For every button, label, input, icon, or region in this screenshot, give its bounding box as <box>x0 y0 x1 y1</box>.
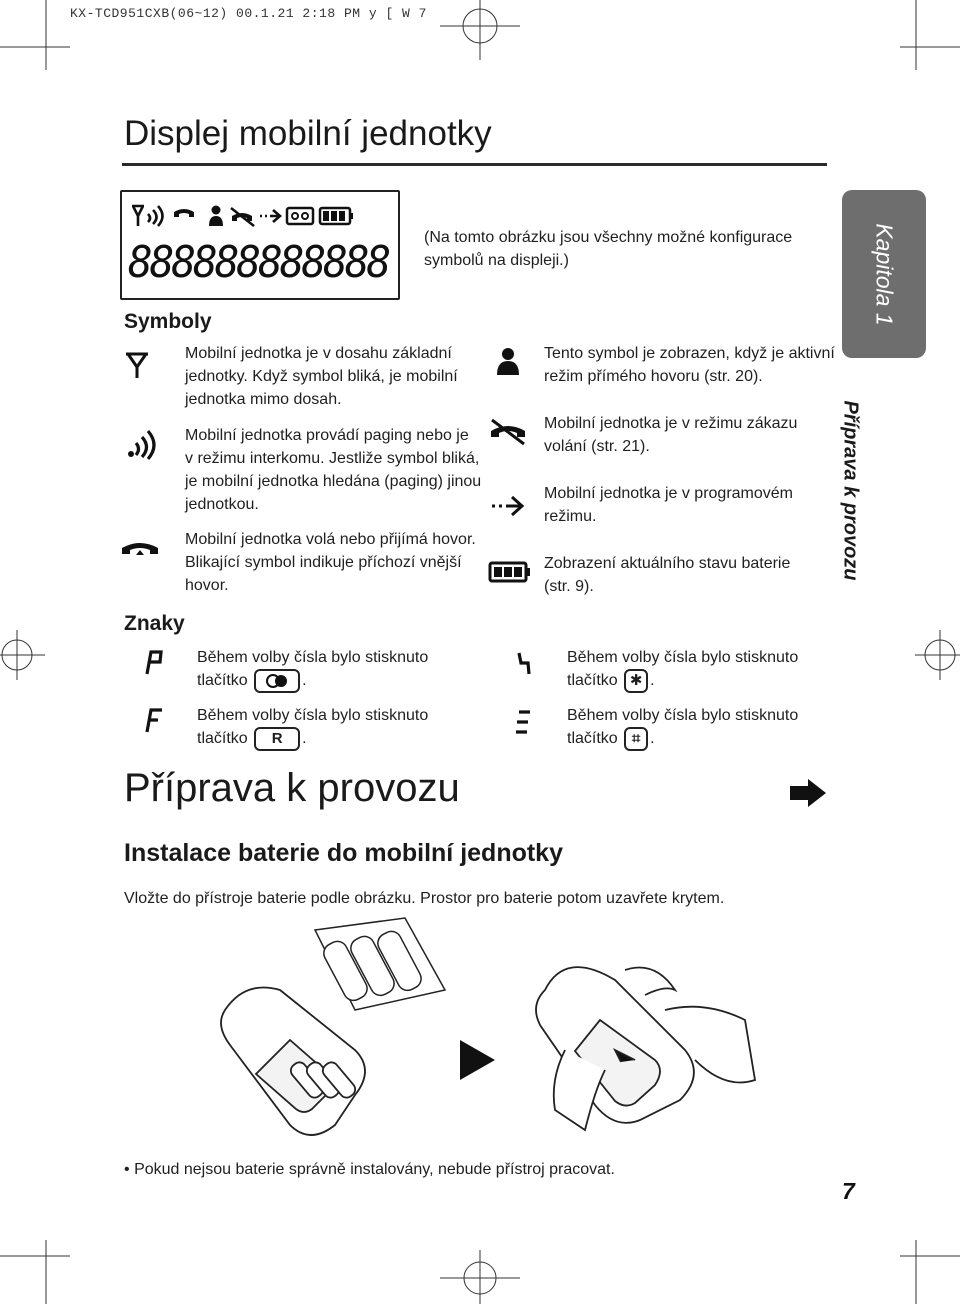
page-number: 7 <box>842 1178 855 1204</box>
desc-line: (str. 9). <box>544 578 594 595</box>
desc-text: tlačítko <box>567 672 618 690</box>
battery-install-subtitle: Instalace baterie do mobilní jednotky <box>124 839 563 867</box>
period: . <box>650 672 655 690</box>
person-icon <box>494 346 522 376</box>
chapter-tab-label-wrap <box>842 190 926 358</box>
desc-line-key <box>197 727 428 751</box>
desc-line: Mobilní jednotka je v režimu zákazu <box>544 415 798 432</box>
symbols-heading: Symboly <box>124 310 212 333</box>
desc-line: režimu. <box>544 508 597 525</box>
desc-line: Během volby čísla bylo stisknuto <box>197 649 429 666</box>
pause-key-icon <box>254 669 300 693</box>
handset-left-drawing <box>221 988 365 1136</box>
signal-waves-icon <box>148 206 163 226</box>
handset-icon <box>174 209 194 217</box>
desc-line: hovor. <box>185 577 229 594</box>
battery-icon <box>488 560 532 584</box>
desc-line-key <box>197 669 428 693</box>
signal-waves-icon <box>126 428 158 462</box>
flash-mark-icon <box>142 706 166 734</box>
desc-line: Mobilní jednotka provádí paging nebo je <box>185 427 469 444</box>
continue-arrow-icon <box>788 778 828 808</box>
period: . <box>650 730 655 748</box>
program-arrow-icon <box>490 492 526 520</box>
symbol-desc-waves <box>185 424 481 516</box>
lcd-digits: 888888888888 <box>128 236 389 288</box>
desc-line-key <box>567 669 798 693</box>
symbol-desc-person <box>544 342 835 388</box>
registration-mark-top-center <box>440 0 520 70</box>
next-step-arrow-icon <box>460 1040 495 1080</box>
desc-line: jednotka mimo dosah. <box>185 391 342 408</box>
battery-note <box>124 1158 615 1181</box>
registration-mark-bottom-left <box>0 1240 120 1304</box>
symbol-desc-barred <box>544 412 797 458</box>
desc-line: Blikající symbol indikuje příchozí vnější <box>185 554 462 571</box>
handset-icon <box>120 538 160 564</box>
desc-text: tlačítko <box>197 672 248 690</box>
pause-mark-icon <box>142 648 166 676</box>
desc-line: Mobilní jednotka volá nebo přijímá hovor. <box>185 531 476 548</box>
registration-mark-bottom-right <box>880 1240 960 1304</box>
display-caption <box>424 226 792 272</box>
symbol-desc-handset <box>185 528 476 597</box>
antenna-icon <box>132 206 144 226</box>
marks-heading: Znaky <box>124 612 185 635</box>
print-header: KX-TCD951CXB(06~12) 00.1.21 2:18 PM y [ W 7 <box>70 6 427 21</box>
desc-line: jednotkou. <box>185 496 259 513</box>
preparation-title: Příprava k provozu <box>124 766 460 810</box>
battery-install-instruction: Vložte do přístroje baterie podle obrázku. Prostor pro baterie potom uzavřete krytem. <box>124 890 725 907</box>
desc-line: je mobilní jednotka hledána (paging) jinou <box>185 473 482 490</box>
desc-text: tlačítko <box>197 730 248 748</box>
desc-line: v režimu interkomu. Jestliže symbol bliká, <box>185 450 480 467</box>
call-barred-icon <box>231 208 254 226</box>
registration-mark-right-middle <box>910 625 960 685</box>
lcd-status-icons <box>130 202 392 232</box>
caption-line: symbolů na displeji.) <box>424 252 569 269</box>
symbol-desc-battery <box>544 552 790 598</box>
r-key-icon: R <box>254 727 300 751</box>
period: . <box>302 730 307 748</box>
desc-line: režim přímého hovoru (str. 20). <box>544 368 763 385</box>
chapter-side-label-wrap <box>820 370 880 610</box>
mark-desc-pause <box>197 646 428 693</box>
mark-desc-flash <box>197 704 428 751</box>
desc-line: Mobilní jednotka je v programovém <box>544 485 794 502</box>
caption-line: (Na tomto obrázku jsou všechny možné konfigurace <box>424 229 793 246</box>
desc-line: Během volby čísla bylo stisknuto <box>567 649 799 666</box>
star-key-icon: ✱ <box>624 669 648 693</box>
desc-line: Během volby čísla bylo stisknuto <box>197 707 429 724</box>
bullet-icon: • <box>124 1161 130 1178</box>
title-rule <box>122 163 827 166</box>
desc-text: tlačítko <box>567 730 618 748</box>
mark-desc-hash <box>567 704 798 751</box>
antenna-icon <box>124 350 152 380</box>
mark-desc-star <box>567 646 798 693</box>
program-arrow-icon <box>260 210 280 222</box>
desc-line: Mobilní jednotka je v dosahu základní <box>185 345 452 362</box>
call-barred-icon <box>488 416 528 446</box>
registration-mark-top-right <box>880 0 960 70</box>
handset-right-drawing <box>536 967 755 1130</box>
batteries-inset <box>315 918 445 1010</box>
chapter-tab-label: Kapitola 1 <box>871 222 898 326</box>
period: . <box>302 672 307 690</box>
desc-line: jednotky. Když symbol bliká, je mobilní <box>185 368 458 385</box>
page-title: Displej mobilní jednotky <box>124 114 492 153</box>
chapter-side-label: Příprava k provozu <box>839 399 862 581</box>
registration-mark-left-middle <box>0 625 50 685</box>
symbol-desc-antenna <box>185 342 458 411</box>
symbol-desc-program <box>544 482 793 528</box>
desc-line: Zobrazení aktuálního stavu baterie <box>544 555 791 572</box>
desc-line: volání (str. 21). <box>544 438 650 455</box>
person-icon <box>209 206 223 227</box>
registration-mark-bottom-center <box>440 1250 520 1304</box>
battery-note-text: Pokud nejsou baterie správně instalovány, nebude přístroj pracovat. <box>134 1161 615 1178</box>
desc-line: Tento symbol je zobrazen, když je aktivní <box>544 345 835 362</box>
battery-install-illustration <box>205 910 765 1150</box>
desc-line: Během volby čísla bylo stisknuto <box>567 707 799 724</box>
battery-icon <box>320 208 353 224</box>
desc-line-key <box>567 727 798 751</box>
hash-key-icon: ⌗ <box>624 727 648 751</box>
hash-mark-icon <box>512 708 536 736</box>
star-mark-icon <box>512 650 536 678</box>
answering-icon <box>287 208 313 224</box>
